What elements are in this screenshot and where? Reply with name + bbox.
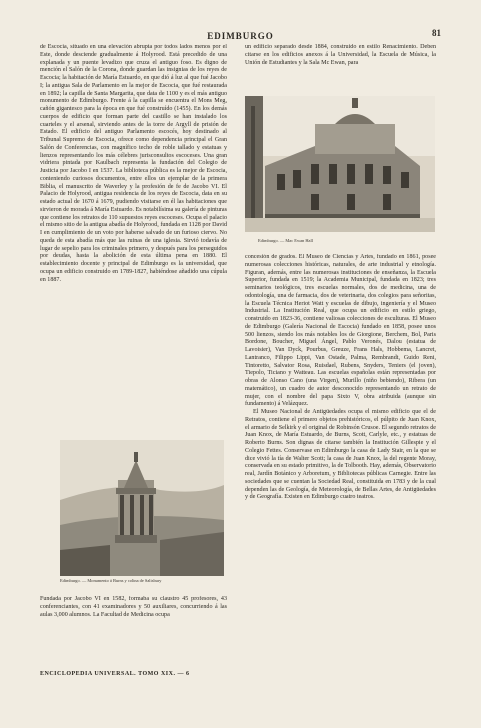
page-footer: ENCICLOPEDIA UNIVERSAL. TOMO XIX. — 6: [40, 671, 190, 677]
paragraph: concesión de grados. El Museo de Ciencias y Artes, fundado en 1861, posee numerosas colecciones históricas, naturales, de arte industrial y etnología. Figuran, además, entre las numerosas instituciones de enseñanza, la Escuela Superior, fundada en 1519; la Academia Municipal, fundada en 1823; tres seminarios teológicos, tres escuelas normales, dos de medicina, una de odontología, una de farmacia, dos de veterinaria, dos colegios para señoritas, la Escuela Técnica Heriot Watt y escuelas de dibujo, ingeniería y el Museo Industrial. La Institución Real, que ocupa un edificio en estilo griego, construido en 1823-36, contiene valiosas colecciones de esculturas. El Museo de Edimburgo (Galería Nacional de Escocia) fundado en 1858, posee unos 500 lienzos, siendo los más notables los de Giorgione, Berchem, Bol, Paris Bordone, Boucher, Miguel Ángel, Pablo Veronés, Dalou (estatua de Lavoisier), Van Dyck, Pourbus, Greuze, Frans Hals, Hobbema, Lancret, Lantranco, Filippo Lippi, Van Ostade, Palma, Rembrandt, Guido Reni, Tintoretto, Salvator Rosa, Ruisdael, Rubens, Snyders, Teniers (el joven), Tiepolo, Ticiano y Watteau. Las escuelas españolas están representadas por obras de Alonso Cano (una Virgen), Murillo (niño bebiendo), Ribera (un matemático), un cuadro de autor desconocido representando un retrato de mujer, con el nombre del papa Sixto V, obra atribuida (aunque sin fundamento) á Velázquez.: [245, 254, 436, 408]
page-title: EDIMBURGO: [207, 31, 274, 41]
left-column-text: [40, 44, 227, 436]
right-column-top-text: [245, 44, 436, 104]
figure-caption-left: Edimburgo. — Monumento á Burns y colina de Salisbury: [60, 578, 162, 583]
mcewan-hall-illustration: [245, 96, 435, 232]
paragraph: El Museo Nacional de Antigüedades ocupa el mismo edificio que el de Retratos, contiene el primero objetos prehistóricos, el púlpito de Juan Knox, el armario de Selkirk y el original de Robinsón Crusoe. El segundo retratos de Juan Knox, de María Estuardo, de Burns, Scott, Carlyle, etc., y estatuas de Roberto Burns. Son dignas de citarse también la Institución Gillespie y el Colegio Fettes. Conservase en Edimburgo la casa de Lady Stair, en la que se dice vivió la tía de Walter Scott; la casa de Juan Knox, la del regente Moray, conservada en su estado primitivo, la de Tolbooth. Hay, además, Observatorio real, Jardín Botánico y Arboretum, y Bibliotecas públicas Carnegie. Entre las sociedades que se cuentan la Sociedad Real, constituida en 1783 y de la cual dependen las de Geología, de Meteorología, de Bellas Artes, de Antigüedades y de Geografía. Existen en Edimburgo cuatro teatros.: [245, 409, 436, 501]
page-number: 81: [432, 28, 441, 38]
paragraph: Fundada por Jacobo VI en 1582, formaba su claustro 45 profesores, 43 conferenciantes, con 41 examinadores y 50 auxiliares, concurriendo á las aulas 3,000 alumnos. La Facultad de Medicina ocupa: [40, 596, 227, 618]
burns-monument-illustration: [60, 440, 224, 576]
page-header: [40, 28, 441, 44]
figure-caption-right: Edimburgo. — Mac Ewan Hall: [258, 238, 313, 243]
paragraph: un edificio separado desde 1884, construido en estilo Renacimiento. Deben citarse en los edificios anexos á la Universidad, la Escuela de Música, la Unión de Estudiantes y la Sala Mc Ewan, para: [245, 44, 436, 66]
left-column-bottom-text: [40, 596, 227, 666]
paragraph: de Escocia, situado en una elevación abrupta por todos lados menos por el Este, donde desciende gradualmente á Holyrood. Está precedido de una explanada y un puente levadizo que cruza el antiguo foso. Es digno de mención el Salón de la Corona, donde guardan las insignias de los reyes de Escocia; la habitación de María Estuardo, en que dió á luz al que fué Jacobo I; la antigua Sala de Parlamento en la mejor de Escocia, que fué restaurada en 1892; la capilla de Santa Margarita, que data de 1100 y es el más antiguo monumento de Edimburgo. Frente á la capilla se encuentra el Mons Meg, cañón gigantesco para la época en que fué construído (1455). En los demás cuerpos de edificio que forman parte del castillo se han instalado los cuarteles y el arsenal, sirviendo antes de la torre de Argyll de prisión de Estado. El edificio del antiguo Parlamento escocés, hoy destinado al Tribunal Supremo de Escocia, ofrece como dependencia principal el Gran Salón de Conferencias, con magnífico techo de roble tallado y estatuas y lienzos representando los más célebres jurisconsultos escoceses. Una gran vidriera pintada por Kaulbach representa la fundación del Colegio de Justicia por Jacobo I en 1537. La biblioteca pública es la mejor de Escocia, conteniendo curiosos documentos, entre ellos un ejemplar de la primera Biblia, el manuscrito de Waverley y la profesión de fe de Jacobo VI. El Palacio de Holyrood, antigua residencia de los reyes de Escocia, data en su estado actual de 1670 á 1679, pudiendo visitarse en él las habitaciones que sirvieron de morada á María Estuardo. Es notabilísima su galería de pinturas que contiene los retratos de 110 supuestos reyes escoceses. Ocupa el palacio el mismo sitio de la antigua abadía de Holyrood, fundada en 1128 por David I en cumplimiento de un voto por haberse salvado de un furioso ciervo. No queda de esta abadía más que las ruinas de una iglesia. Sirvió todavía de lugar de sepelio para los criminales primero, y después para los perseguidos por deudas, hasta la abolición de esta última pena en 1880. El establecimiento docente y principal de Edimburgo es la universidad, que ocupa un edificio construido en 1789-1827, habiéndose añadido una cúpula en 1887.: [40, 44, 227, 283]
right-column-main-text: [245, 254, 436, 694]
